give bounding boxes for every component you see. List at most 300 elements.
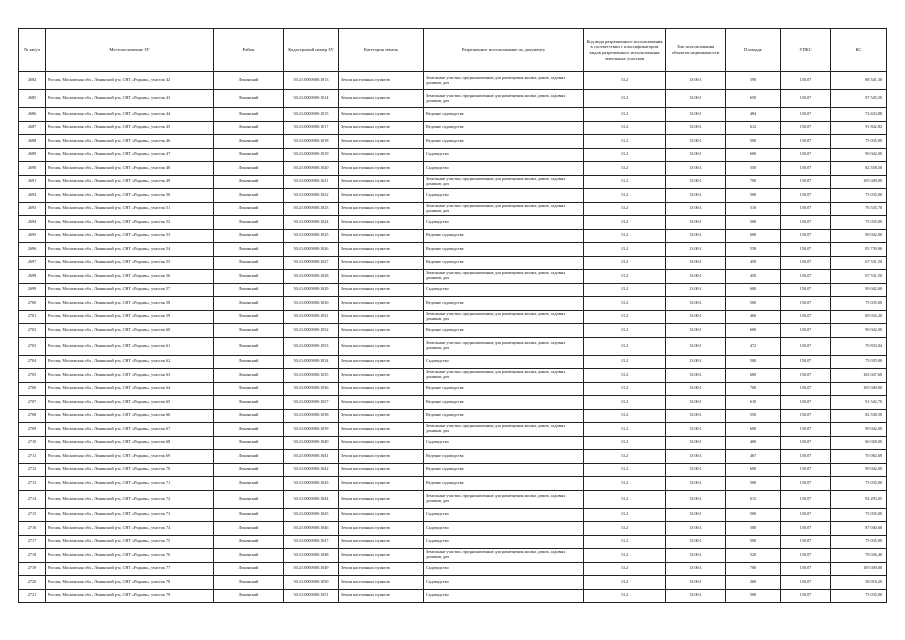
- cell-land-category: Земли населенных пунктов: [339, 423, 424, 437]
- cell-upks: 150,07: [781, 256, 831, 270]
- cell-area: 484: [726, 108, 781, 122]
- cell-permitted-use: Ведение садоводства: [424, 382, 584, 396]
- cell-location: Россия, Московская обл., Ленинский р-н, СНТ «Родник», участок 49: [46, 175, 214, 189]
- cell-location: Россия, Московская обл., Ленинский р-н, СНТ «Родник», участок 69: [46, 450, 214, 464]
- cell-use-type: 13:00:1: [666, 450, 726, 464]
- cell-cadastral-number: 50:21:0000000:1040: [284, 436, 339, 450]
- table-row: [19, 270, 887, 284]
- cell-land-category: Земли населенных пунктов: [339, 256, 424, 270]
- cell-number: 2698: [19, 270, 46, 284]
- cell-location: Россия, Московская обл., Ленинский р-н, СНТ «Родник», участок 65: [46, 396, 214, 410]
- cell-ks: 105 049,00: [831, 562, 887, 576]
- cell-number: 2700: [19, 297, 46, 311]
- cell-permitted-use: Земельные участки, предназначенные для размещения жилых домов, садовых домиков, дач: [424, 490, 584, 508]
- cell-district: Ленинский: [214, 589, 284, 603]
- cell-ks: 88 541,30: [831, 72, 887, 90]
- cell-ks: 90 042,00: [831, 148, 887, 162]
- cell-use-type: 13:00:1: [666, 310, 726, 324]
- cell-area: 260: [726, 576, 781, 590]
- cell-area: 510: [726, 202, 781, 216]
- cell-upks: 150,07: [781, 297, 831, 311]
- cell-use-type: 13:00:1: [666, 283, 726, 297]
- cell-district: Ленинский: [214, 175, 284, 189]
- cell-number: 2717: [19, 535, 46, 549]
- cell-permitted-use: Земельные участки, предназначенные для размещения жилых домов, садовых домиков, дач: [424, 90, 584, 108]
- cell-number: 2701: [19, 310, 46, 324]
- cell-number: 2714: [19, 490, 46, 508]
- cell-ks: 82 538,50: [831, 162, 887, 176]
- table-row: [19, 522, 887, 536]
- cell-use-type: 13:00:1: [666, 337, 726, 355]
- cell-ks: 75 035,00: [831, 589, 887, 603]
- cell-use-code: 13.2: [584, 382, 666, 396]
- cell-district: Ленинский: [214, 72, 284, 90]
- cell-use-type: 13:00:1: [666, 229, 726, 243]
- cell-use-code: 13.2: [584, 270, 666, 284]
- cell-number: 2720: [19, 576, 46, 590]
- cell-use-code: 13.2: [584, 202, 666, 216]
- cell-permitted-use: Ведение садоводства: [424, 324, 584, 338]
- cell-land-category: Земли населенных пунктов: [339, 108, 424, 122]
- cell-use-type: 13:00:1: [666, 535, 726, 549]
- table-row: [19, 324, 887, 338]
- cell-district: Ленинский: [214, 490, 284, 508]
- cell-land-category: Земли населенных пунктов: [339, 490, 424, 508]
- cell-number: 2706: [19, 382, 46, 396]
- cell-district: Ленинский: [214, 121, 284, 135]
- cell-land-category: Земли населенных пунктов: [339, 562, 424, 576]
- cell-area: 600: [726, 148, 781, 162]
- cell-use-type: 13:00:1: [666, 522, 726, 536]
- cell-cadastral-number: 50:21:0000000:1041: [284, 450, 339, 464]
- cell-ks: 97 545,50: [831, 90, 887, 108]
- cell-cadastral-number: 50:21:0000000:1022: [284, 189, 339, 203]
- cell-number: 2721: [19, 589, 46, 603]
- cell-number: 2709: [19, 423, 46, 437]
- cell-use-type: 13:00:1: [666, 490, 726, 508]
- cell-land-category: Земли населенных пунктов: [339, 243, 424, 257]
- col-header-use-type: Тип использования объектов недвижимости: [666, 29, 726, 72]
- cell-number: 2684: [19, 72, 46, 90]
- cell-use-type: 13:00:1: [666, 508, 726, 522]
- cell-number: 2715: [19, 508, 46, 522]
- cell-land-category: Земли населенных пунктов: [339, 535, 424, 549]
- cell-use-type: 13:00:1: [666, 562, 726, 576]
- cell-permitted-use: Ведение садоводства: [424, 463, 584, 477]
- table-row: [19, 121, 887, 135]
- cell-upks: 150,07: [781, 450, 831, 464]
- cell-district: Ленинский: [214, 423, 284, 437]
- cell-location: Россия, Московская обл., Ленинский р-н, СНТ «Родник», участок 55: [46, 256, 214, 270]
- cell-upks: 150,07: [781, 135, 831, 149]
- cell-cadastral-number: 50:21:0000000:1038: [284, 409, 339, 423]
- cell-ks: 90 042,00: [831, 283, 887, 297]
- table-row: [19, 589, 887, 603]
- table-row: [19, 175, 887, 189]
- cell-cadastral-number: 50:21:0000000:1026: [284, 243, 339, 257]
- cell-upks: 150,07: [781, 409, 831, 423]
- cell-upks: 150,07: [781, 508, 831, 522]
- cell-area: 680: [726, 369, 781, 383]
- cell-land-category: Земли населенных пунктов: [339, 216, 424, 230]
- cell-location: Россия, Московская обл., Ленинский р-н, СНТ «Родник», участок 78: [46, 576, 214, 590]
- cell-cadastral-number: 50:21:0000000:1051: [284, 589, 339, 603]
- cell-permitted-use: Садоводство: [424, 283, 584, 297]
- cell-cadastral-number: 50:21:0000000:1019: [284, 148, 339, 162]
- cell-district: Ленинский: [214, 396, 284, 410]
- cell-use-type: 13:00:1: [666, 202, 726, 216]
- cell-district: Ленинский: [214, 297, 284, 311]
- col-header-use-code: Код вида разрешенного использования в соответствии с классификатором видов разрешенного использования земельных участков: [584, 29, 666, 72]
- cell-land-category: Земли населенных пунктов: [339, 175, 424, 189]
- cell-use-type: 13:00:1: [666, 270, 726, 284]
- cell-area: 500: [726, 589, 781, 603]
- cell-permitted-use: Земельные участки, предназначенные для размещения жилых домов, садовых домиков, дач: [424, 549, 584, 563]
- cell-upks: 150,07: [781, 189, 831, 203]
- cell-ks: 69 032,20: [831, 310, 887, 324]
- cell-permitted-use: Садоводство: [424, 508, 584, 522]
- cell-district: Ленинский: [214, 477, 284, 491]
- table-row: [19, 463, 887, 477]
- cell-upks: 150,07: [781, 202, 831, 216]
- cell-use-code: 13.2: [584, 369, 666, 383]
- cell-use-code: 13.2: [584, 297, 666, 311]
- cell-permitted-use: Ведение садоводства: [424, 135, 584, 149]
- cell-area: 450: [726, 256, 781, 270]
- cell-area: 590: [726, 72, 781, 90]
- cell-ks: 75 035,00: [831, 216, 887, 230]
- cell-district: Ленинский: [214, 522, 284, 536]
- cell-permitted-use: Садоводство: [424, 589, 584, 603]
- cell-location: Россия, Московская обл., Ленинский р-н, СНТ «Родник», участок 46: [46, 135, 214, 149]
- table-row: [19, 369, 887, 383]
- table-row: [19, 490, 887, 508]
- cell-upks: 150,07: [781, 72, 831, 90]
- cell-area: 500: [726, 355, 781, 369]
- cell-use-code: 13.2: [584, 108, 666, 122]
- cell-use-type: 13:00:1: [666, 463, 726, 477]
- cell-cadastral-number: 50:21:0000000:1049: [284, 562, 339, 576]
- cell-district: Ленинский: [214, 148, 284, 162]
- col-header-location: Местоположение ЗУ: [46, 29, 214, 72]
- cell-district: Ленинский: [214, 369, 284, 383]
- cell-location: Россия, Московская обл., Ленинский р-н, СНТ «Родник», участок 67: [46, 423, 214, 437]
- document-sheet: [18, 28, 886, 603]
- cell-land-category: Земли населенных пунктов: [339, 409, 424, 423]
- cell-land-category: Земли населенных пунктов: [339, 148, 424, 162]
- cell-location: Россия, Московская обл., Ленинский р-н, СНТ «Родник», участок 44: [46, 108, 214, 122]
- cell-area: 467: [726, 450, 781, 464]
- cell-use-type: 13:00:1: [666, 135, 726, 149]
- cell-use-code: 13.2: [584, 135, 666, 149]
- table-body: [19, 72, 887, 603]
- cell-use-code: 13.2: [584, 423, 666, 437]
- cell-area: 580: [726, 522, 781, 536]
- cell-area: 450: [726, 270, 781, 284]
- cell-use-code: 13.2: [584, 490, 666, 508]
- cell-land-category: Земли населенных пунктов: [339, 337, 424, 355]
- cell-upks: 150,07: [781, 396, 831, 410]
- cell-cadastral-number: 50:21:0000000:1039: [284, 423, 339, 437]
- cell-cadastral-number: 50:21:0000000:1050: [284, 576, 339, 590]
- cell-number: 2688: [19, 135, 46, 149]
- cell-permitted-use: Ведение садоводства: [424, 450, 584, 464]
- table-row: [19, 256, 887, 270]
- table-row: [19, 535, 887, 549]
- cell-permitted-use: Земельные участки, предназначенные для размещения жилых домов, садовых домиков, дач: [424, 202, 584, 216]
- cell-permitted-use: Садоводство: [424, 216, 584, 230]
- cell-ks: 90 042,00: [831, 229, 887, 243]
- cell-cadastral-number: 50:21:0000000:1030: [284, 297, 339, 311]
- cell-ks: 91 842,84: [831, 121, 887, 135]
- cell-number: 2697: [19, 256, 46, 270]
- cell-use-type: 13:00:1: [666, 148, 726, 162]
- cell-location: Россия, Московская обл., Ленинский р-н, СНТ «Родник», участок 77: [46, 562, 214, 576]
- table-row: [19, 108, 887, 122]
- cell-land-category: Земли населенных пунктов: [339, 463, 424, 477]
- cell-area: 600: [726, 229, 781, 243]
- cell-upks: 150,07: [781, 229, 831, 243]
- cell-land-category: Земли населенных пунктов: [339, 576, 424, 590]
- cell-use-code: 13.2: [584, 175, 666, 189]
- cell-district: Ленинский: [214, 216, 284, 230]
- cell-cadastral-number: 50:21:0000000:1013: [284, 72, 339, 90]
- cell-upks: 150,07: [781, 436, 831, 450]
- cell-use-type: 13:00:1: [666, 382, 726, 396]
- cell-cadastral-number: 50:21:0000000:1023: [284, 202, 339, 216]
- cell-use-type: 13:00:1: [666, 409, 726, 423]
- cell-district: Ленинский: [214, 535, 284, 549]
- cell-location: Россия, Московская обл., Ленинский р-н, СНТ «Родник», участок 48: [46, 162, 214, 176]
- cell-ks: 90 042,00: [831, 324, 887, 338]
- cell-ks: 75 035,00: [831, 355, 887, 369]
- cell-use-code: 13.2: [584, 324, 666, 338]
- cell-ks: 76 535,70: [831, 202, 887, 216]
- cell-permitted-use: Ведение садоводства: [424, 229, 584, 243]
- cell-use-type: 13:00:1: [666, 576, 726, 590]
- cell-area: 500: [726, 477, 781, 491]
- cell-use-code: 13.2: [584, 477, 666, 491]
- cell-cadastral-number: 50:21:0000000:1018: [284, 135, 339, 149]
- cell-upks: 150,07: [781, 423, 831, 437]
- cell-ks: 75 035,00: [831, 535, 887, 549]
- table-row: [19, 216, 887, 230]
- cell-area: 460: [726, 310, 781, 324]
- cell-land-category: Земли населенных пунктов: [339, 162, 424, 176]
- table-row: [19, 337, 887, 355]
- cell-permitted-use: Земельные участки, предназначенные для размещения жилых домов, садовых домиков, дач: [424, 270, 584, 284]
- cell-area: 472: [726, 337, 781, 355]
- cell-ks: 67 531,50: [831, 270, 887, 284]
- cell-cadastral-number: 50:21:0000000:1034: [284, 355, 339, 369]
- cell-upks: 150,07: [781, 490, 831, 508]
- cell-number: 2713: [19, 477, 46, 491]
- cell-upks: 150,07: [781, 463, 831, 477]
- cell-upks: 150,07: [781, 243, 831, 257]
- cell-district: Ленинский: [214, 337, 284, 355]
- cell-district: Ленинский: [214, 355, 284, 369]
- table-row: [19, 423, 887, 437]
- cell-land-category: Земли населенных пунктов: [339, 369, 424, 383]
- col-header-land-category: Категория земель: [339, 29, 424, 72]
- cell-area: 500: [726, 535, 781, 549]
- table-row: [19, 243, 887, 257]
- cell-cadastral-number: 50:21:0000000:1028: [284, 270, 339, 284]
- cell-permitted-use: Садоводство: [424, 535, 584, 549]
- cell-cadastral-number: 50:21:0000000:1017: [284, 121, 339, 135]
- cell-land-category: Земли населенных пунктов: [339, 72, 424, 90]
- cell-upks: 150,07: [781, 108, 831, 122]
- cell-number: 2690: [19, 162, 46, 176]
- cell-use-code: 13.2: [584, 562, 666, 576]
- table-row: [19, 396, 887, 410]
- cell-use-code: 13.2: [584, 463, 666, 477]
- cell-upks: 150,07: [781, 90, 831, 108]
- cell-ks: 82 538,50: [831, 409, 887, 423]
- cell-number: 2693: [19, 202, 46, 216]
- cell-ks: 91 542,70: [831, 396, 887, 410]
- cell-area: 550: [726, 162, 781, 176]
- cell-ks: 78 036,40: [831, 549, 887, 563]
- cell-district: Ленинский: [214, 189, 284, 203]
- cell-area: 610: [726, 396, 781, 410]
- cell-number: 2702: [19, 324, 46, 338]
- cell-use-type: 13:00:1: [666, 436, 726, 450]
- cell-ks: 92 293,05: [831, 490, 887, 508]
- table-row: [19, 90, 887, 108]
- cell-location: Россия, Московская обл., Ленинский р-н, СНТ «Родник», участок 58: [46, 297, 214, 311]
- cell-ks: 39 018,20: [831, 576, 887, 590]
- cell-number: 2708: [19, 409, 46, 423]
- cell-location: Россия, Московская обл., Ленинский р-н, СНТ «Родник», участок 66: [46, 409, 214, 423]
- cell-cadastral-number: 50:21:0000000:1025: [284, 229, 339, 243]
- cell-location: Россия, Московская обл., Ленинский р-н, СНТ «Родник», участок 53: [46, 229, 214, 243]
- cell-district: Ленинский: [214, 256, 284, 270]
- cell-district: Ленинский: [214, 324, 284, 338]
- cell-cadastral-number: 50:21:0000000:1032: [284, 324, 339, 338]
- cell-area: 550: [726, 409, 781, 423]
- cell-upks: 150,07: [781, 148, 831, 162]
- cell-cadastral-number: 50:21:0000000:1044: [284, 490, 339, 508]
- cell-land-category: Земли населенных пунктов: [339, 589, 424, 603]
- cell-use-code: 13.2: [584, 576, 666, 590]
- cell-district: Ленинский: [214, 108, 284, 122]
- cell-area: 558: [726, 243, 781, 257]
- cell-location: Россия, Московская обл., Ленинский р-н, СНТ «Родник», участок 52: [46, 216, 214, 230]
- cell-location: Россия, Московская обл., Ленинский р-н, СНТ «Родник», участок 76: [46, 549, 214, 563]
- cell-number: 2716: [19, 522, 46, 536]
- cell-permitted-use: Ведение садоводства: [424, 256, 584, 270]
- col-header-ks: КС: [831, 29, 887, 72]
- table-row: [19, 135, 887, 149]
- cell-use-code: 13.2: [584, 589, 666, 603]
- cell-location: Россия, Московская обл., Ленинский р-н, СНТ «Родник», участок 59: [46, 310, 214, 324]
- table-row: [19, 72, 887, 90]
- cell-use-code: 13.2: [584, 436, 666, 450]
- cell-land-category: Земли населенных пунктов: [339, 310, 424, 324]
- cell-use-code: 13.2: [584, 121, 666, 135]
- col-header-number: № кв/уч: [19, 29, 46, 72]
- cell-land-category: Земли населенных пунктов: [339, 297, 424, 311]
- cell-district: Ленинский: [214, 576, 284, 590]
- cell-permitted-use: Садоводство: [424, 189, 584, 203]
- cell-use-type: 13:00:1: [666, 369, 726, 383]
- cell-area: 600: [726, 324, 781, 338]
- cell-district: Ленинский: [214, 270, 284, 284]
- col-header-upks: УПКС: [781, 29, 831, 72]
- cell-land-category: Земли населенных пунктов: [339, 90, 424, 108]
- cell-district: Ленинский: [214, 409, 284, 423]
- cell-cadastral-number: 50:21:0000000:1031: [284, 310, 339, 324]
- cell-location: Россия, Московская обл., Ленинский р-н, СНТ «Родник», участок 47: [46, 148, 214, 162]
- cell-land-category: Земли населенных пунктов: [339, 508, 424, 522]
- cell-location: Россия, Московская обл., Ленинский р-н, СНТ «Родник», участок 60: [46, 324, 214, 338]
- cell-district: Ленинский: [214, 243, 284, 257]
- cell-upks: 150,07: [781, 270, 831, 284]
- table-row: [19, 576, 887, 590]
- cell-district: Ленинский: [214, 549, 284, 563]
- cell-cadastral-number: 50:21:0000000:1045: [284, 508, 339, 522]
- cell-use-type: 13:00:1: [666, 324, 726, 338]
- cell-district: Ленинский: [214, 229, 284, 243]
- cell-district: Ленинский: [214, 90, 284, 108]
- cell-district: Ленинский: [214, 436, 284, 450]
- cell-use-code: 13.2: [584, 216, 666, 230]
- cell-use-code: 13.2: [584, 229, 666, 243]
- cell-use-code: 13.2: [584, 72, 666, 90]
- cell-cadastral-number: 50:21:0000000:1014: [284, 90, 339, 108]
- cell-ks: 105 049,00: [831, 382, 887, 396]
- cell-upks: 150,07: [781, 589, 831, 603]
- cell-location: Россия, Московская обл., Ленинский р-н, СНТ «Родник», участок 71: [46, 477, 214, 491]
- cell-land-category: Земли населенных пунктов: [339, 324, 424, 338]
- cell-district: Ленинский: [214, 382, 284, 396]
- cell-district: Ленинский: [214, 450, 284, 464]
- cell-use-type: 13:00:1: [666, 256, 726, 270]
- cell-use-type: 13:00:1: [666, 477, 726, 491]
- cell-number: 2711: [19, 450, 46, 464]
- cell-number: 2705: [19, 369, 46, 383]
- cell-upks: 150,07: [781, 522, 831, 536]
- cell-land-category: Земли населенных пунктов: [339, 436, 424, 450]
- cell-upks: 150,07: [781, 310, 831, 324]
- cell-ks: 67 531,50: [831, 256, 887, 270]
- cell-number: 2704: [19, 355, 46, 369]
- cell-area: 700: [726, 175, 781, 189]
- cell-area: 500: [726, 135, 781, 149]
- cell-cadastral-number: 50:21:0000000:1043: [284, 477, 339, 491]
- cell-number: 2710: [19, 436, 46, 450]
- table-row: [19, 297, 887, 311]
- cell-land-category: Земли населенных пунктов: [339, 355, 424, 369]
- cell-upks: 150,07: [781, 162, 831, 176]
- table-row: [19, 508, 887, 522]
- cell-permitted-use: Садоводство: [424, 436, 584, 450]
- cell-land-category: Земли населенных пунктов: [339, 549, 424, 563]
- cell-use-type: 13:00:1: [666, 175, 726, 189]
- cell-area: 650: [726, 90, 781, 108]
- cell-use-code: 13.2: [584, 355, 666, 369]
- cell-use-type: 13:00:1: [666, 297, 726, 311]
- cell-district: Ленинский: [214, 283, 284, 297]
- cell-upks: 150,07: [781, 121, 831, 135]
- table-row: [19, 382, 887, 396]
- cell-use-code: 13.2: [584, 396, 666, 410]
- cell-use-code: 13.2: [584, 90, 666, 108]
- cell-district: Ленинский: [214, 463, 284, 477]
- cell-upks: 150,07: [781, 283, 831, 297]
- cell-area: 600: [726, 423, 781, 437]
